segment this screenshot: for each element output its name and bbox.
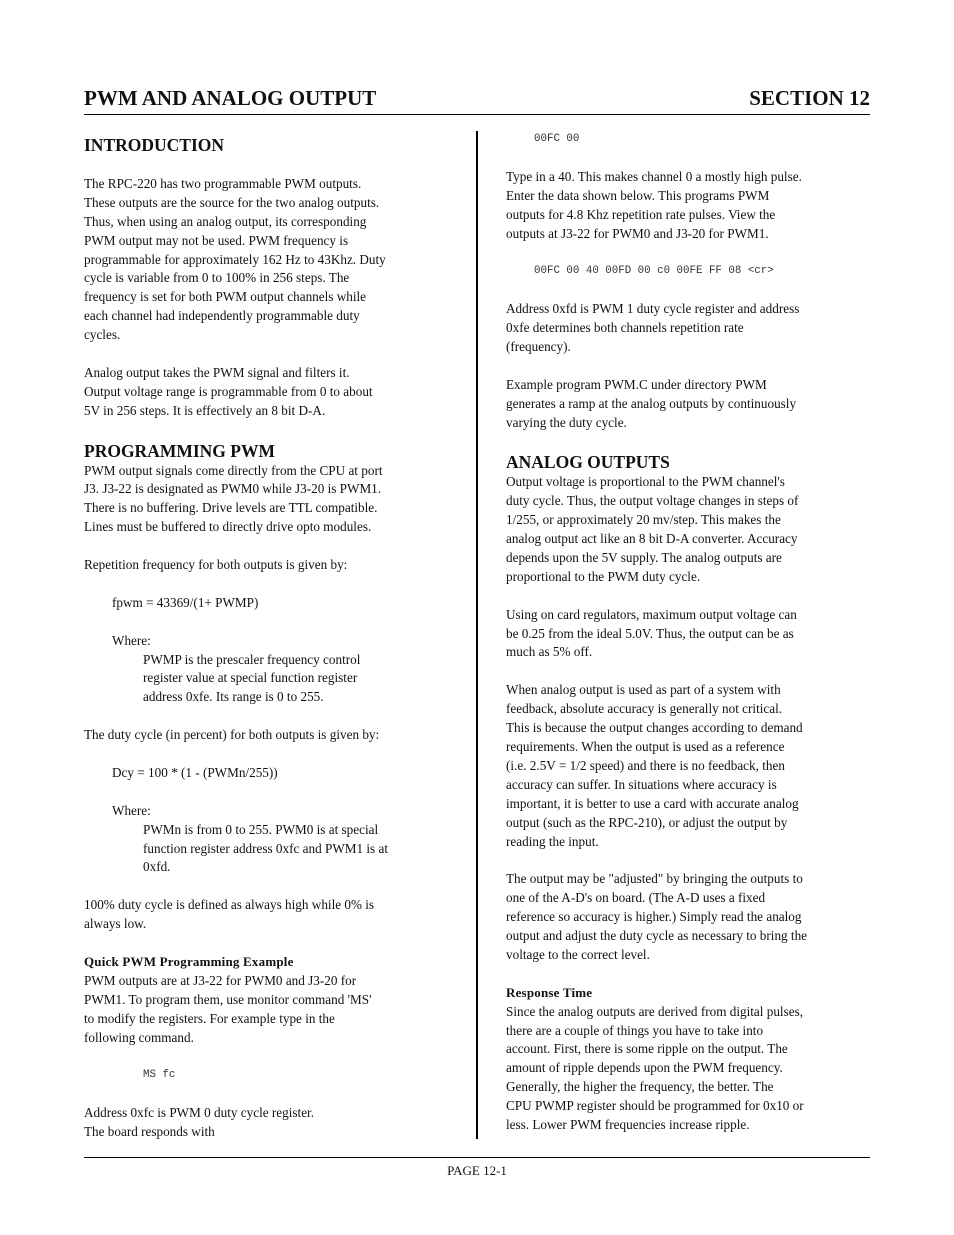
right-paragraph-1: Type in a 40. This makes channel 0 a mostly high pulse. Enter the data shown below. This programs PWM outputs for 4.8 Khz repetition rate pulses. View the outputs at J3-22 for PWM0 and J3-20 for PWM1. <box>506 168 802 241</box>
column-divider <box>476 131 478 1139</box>
section-number: SECTION 12 <box>749 86 870 110</box>
programming-paragraph-3: The duty cycle (in percent) for both outputs is given by: <box>84 727 380 743</box>
page-footer <box>84 1157 870 1178</box>
right-paragraph-2: Address 0xfd is PWM 1 duty cycle register and address 0xfe determines both channels repetition rate (frequency). <box>506 301 800 354</box>
programming-paragraph-2: Repetition frequency for both outputs is given by: <box>84 557 348 573</box>
code-data-entry: 00FC 00 40 00FD 00 c0 00FE FF 08 <cr> <box>534 265 774 278</box>
quick-example-paragraph-2: Address 0xfc is PWM 0 duty cycle register. The board responds with <box>84 1105 315 1140</box>
chapter-title: PWM AND ANALOG OUTPUT <box>84 86 377 110</box>
analog-outputs-heading: ANALOG OUTPUTS <box>506 452 670 473</box>
response-time-heading: Response Time <box>506 984 593 1000</box>
quick-example-heading: Quick PWM Programming Example <box>84 953 294 969</box>
analog-paragraph-2: Using on card regulators, maximum output voltage can be 0.25 from the ideal 5.0V. Thus, the output can be as much as 5% off. <box>506 606 797 660</box>
introduction-heading: INTRODUCTION <box>84 135 225 155</box>
programming-paragraph-4: 100% duty cycle is defined as always high while 0% is always low. <box>84 897 375 932</box>
quick-example-paragraph-1: PWM outputs are at J3-22 for PWM0 and J3-20 for PWM1. To program them, use monitor command 'MS' to modify the registers. For example type in the following command. <box>84 972 372 1045</box>
page-number: PAGE 12-1 <box>447 1163 507 1178</box>
programming-pwm-heading: PROGRAMMING PWM <box>84 440 276 461</box>
where-label-2: Where: <box>112 802 151 818</box>
right-paragraph-3: Example program PWM.C under directory PWM generates a ramp at the analog outputs by continuously varying the duty cycle. <box>506 376 797 430</box>
left-column <box>84 130 450 1142</box>
frequency-formula: fpwm = 43369/(1+ PWMP) <box>112 594 259 610</box>
duty-cycle-formula: Dcy = 100 * (1 - (PWMn/255)) <box>112 764 278 780</box>
analog-paragraph-3: When analog output is used as part of a system with feedback, absolute accuracy is generally not critical. This is because the output changes according to demand requirements. When the output is used as a reference (i.e. 2.5V = 1/2 speed) and there is no feedback, then accuracy can suffer. In situations where accuracy is important, it is better to use a card with accurate analog output (such as the RPC-210), or adjust the output by reading the input. <box>506 682 803 849</box>
where-label-1: Where: <box>112 632 151 648</box>
intro-paragraph-2: Analog output takes the PWM signal and filters it. Output voltage range is programmable from 0 to about 5V in 256 steps. It is effectively an 8 bit D-A. <box>84 364 373 418</box>
right-column <box>506 130 872 1135</box>
response-paragraph-1: Since the analog outputs are derived from digital pulses, there are a couple of things you have to take into account. First, there is some ripple on the output. The amount of ripple depends upon the PWM frequency. Generally, the higher the frequency, the better. The CPU PWMP register should be programmed for 0x10 or less. Lower PWM frequencies increase ripple. <box>506 1003 804 1133</box>
intro-paragraph-1: The RPC-220 has two programmable PWM outputs. These outputs are the source for the two analog outputs. Thus, when using an analog output, its corresponding PWM output may not be used. PWM frequency is programmable for approximately 162 Hz to 43Khz. Duty cycle is variable from 0 to 100% in 256 steps. The frequency is set for both PWM output channels while each channel had independently programmable duty cycles. <box>84 175 386 343</box>
programming-paragraph-1: PWM output signals come directly from the CPU at port J3. J3-22 is designated as PWM0 while J3-20 is PWM1. There is no buffering. Drive levels are TTL compatible. Lines must be buffered to directly drive opto modules. <box>84 462 383 535</box>
page-header <box>84 84 870 115</box>
analog-paragraph-4: The output may be "adjusted" by bringing the outputs to one of the A-D's on board. (The A-D uses a fixed reference so accuracy is higher.) Simply read the analog output and adjust the duty cycle as necessary to bring the voltage to the correct level. <box>506 871 808 962</box>
where-text-2: PWMn is from 0 to 255. PWM0 is at special function register address 0xfc and PWM1 is at 0xfd. <box>143 821 389 875</box>
where-text-1: PWMP is the prescaler frequency control register value at special function register address 0xfe. Its range is 0 to 255. <box>143 651 361 705</box>
code-ms-fc: MS fc <box>143 1069 176 1082</box>
code-response: 00FC 00 <box>534 133 580 145</box>
analog-paragraph-1: Output voltage is proportional to the PWM channel's duty cycle. Thus, the output voltage changes in steps of 1/255, or approximately 20 mv/step. This makes the analog output act like an 8 bit D-A converter. Accuracy depends upon the 5V supply. The analog outputs are proportional to the PWM duty cycle. <box>506 474 799 584</box>
